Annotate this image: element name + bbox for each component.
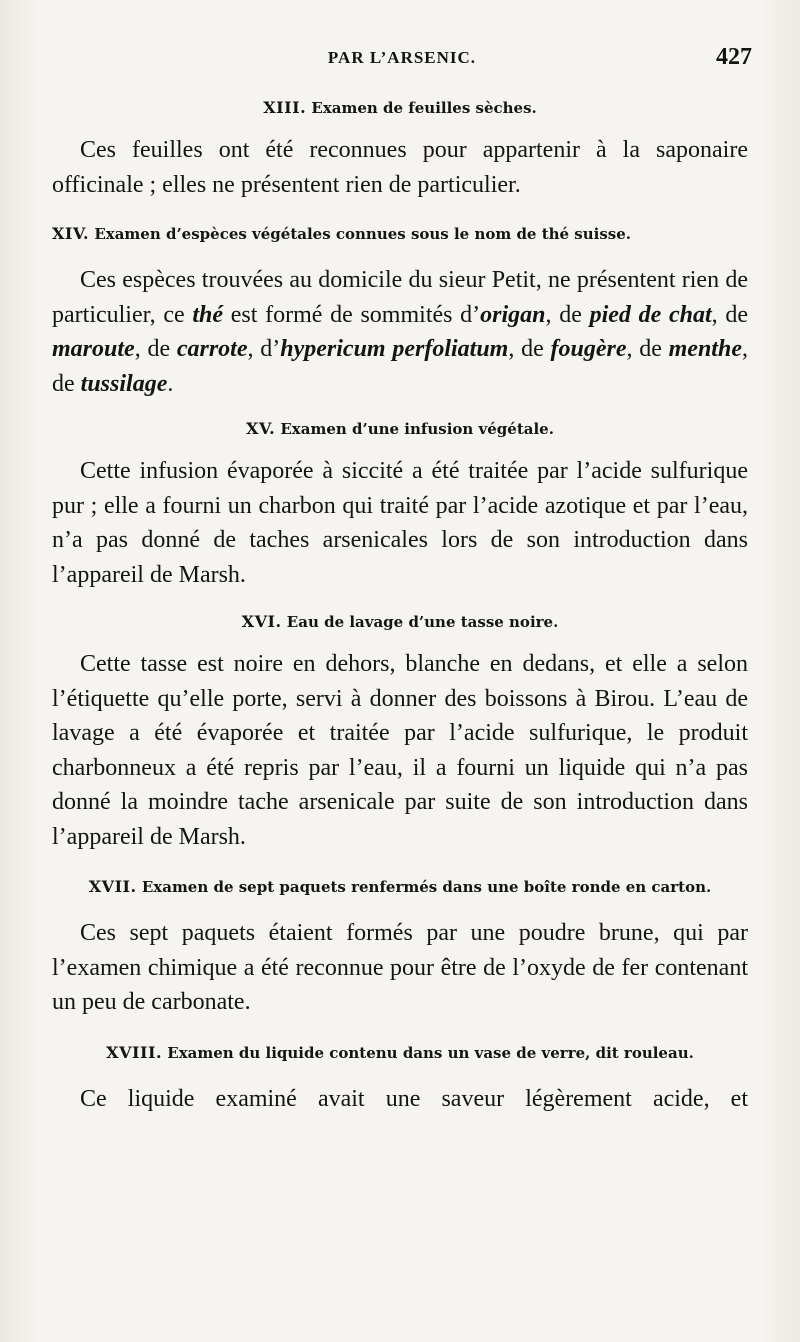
italic-term: tussilage [80,370,168,397]
text-run: , de [508,336,551,362]
italic-term: carrote [176,336,248,362]
text-run: . [167,370,174,397]
section-heading-xv [52,419,748,438]
text-run: , de [52,336,748,397]
italic-term: origan [480,301,546,328]
section-title: Examen d’une infusion végétale. [280,420,554,438]
section-number: XV. [246,419,276,438]
italic-term: pied de chat [589,301,712,328]
text-run: , de [711,301,748,328]
section-body-xiii: Ces feuilles ont été reconnues pour appartenir à la saponaire officinale ; elles ne présentent rien de particulier. [52,137,748,198]
text-run: est formé de sommités d’ [223,301,481,328]
section-body-xvi: Cette tasse est noire en dehors, blanche en dedans, et elle a selon l’étiquette qu’elle porte, servi à donner des boissons à Birou. L’eau de lavage a été évaporée et traitée par l’acide sulfurique, le produit charbonneux a été repris par l’eau, il a fourni un liquide qui n’a pas donné la moindre tache arsenicale par suite de son introduction dans l’appareil de Marsh. [52,651,748,850]
running-head [52,44,752,74]
page-body [52,98,748,1116]
section-title: Examen du liquide contenu dans un vase de verre, dit rouleau. [167,1043,694,1062]
section-body-xviii: Ce liquide examiné avait une saveur légèrement acide, et [80,1085,748,1112]
section-title: Examen d’espèces végétales connues sous le nom de thé suisse. [94,225,632,243]
running-title: PAR L’ARSENIC. [327,48,477,67]
text-run: , de [134,336,177,362]
section-number: XIII. [263,98,307,117]
section-body-xv: Cette infusion évaporée à siccité a été traitée par l’acide sulfurique pur ; elle a fourni un charbon qui traité par l’acide azotique et par l’eau, n’a pas donné de taches arsenicales lors de son introduction dans l’appareil de Marsh. [52,458,748,588]
italic-term: fougère [550,336,627,362]
text-run: , d’ [247,336,281,362]
section-heading-xvi [52,612,748,631]
section-heading-xiv [52,224,748,243]
section-body-xvii: Ces sept paquets étaient formés par une poudre brune, qui par l’examen chimique a été reconnue pour être de l’oxyde de fer contenant un peu de carbonate. [52,920,748,1015]
section-number: XIV. [52,224,90,243]
text-run: , de [626,336,669,362]
italic-term: maroute [52,336,135,362]
section-heading-xvii [52,874,748,900]
italic-term: thé [192,301,224,328]
section-title: Examen de feuilles sèches. [311,99,537,117]
page-number: 427 [716,44,752,70]
italic-term: menthe [668,336,742,362]
section-body-xiv [52,263,748,401]
section-heading-xviii [52,1040,748,1066]
section-heading-xiii [52,98,748,117]
text-run: , de [545,301,590,328]
section-number: XVI. [241,612,282,631]
section-number: XVIII. [106,1042,163,1062]
section-title: Examen de sept paquets renfermés dans une boîte ronde en carton. [141,878,712,896]
text-run: Ces espèces trouvées au domicile du sieur Petit, ne présentent rien de particulier, ce [52,267,748,328]
section-title: Eau de lavage d’une tasse noire. [286,613,559,631]
section-number: XVII. [88,877,137,896]
italic-term: hypericum perfoliatum [280,336,509,362]
